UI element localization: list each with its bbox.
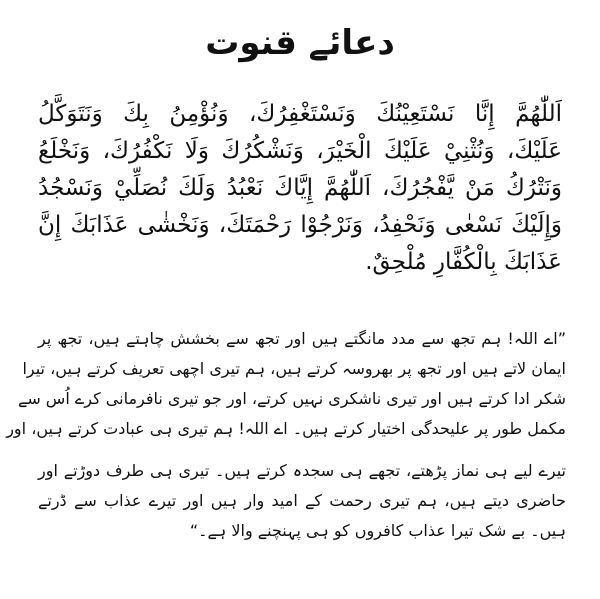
urdu-line: تیرے لیے ہی نماز پڑھتے، تجھے ہی سجدہ کرتے ہیں۔ تیری ہی طرف دوڑتے اور [38,461,566,480]
urdu-line: ایمان لاتے ہیں اور تجھ پر بھروسہ کرتے ہیں، ہم تیری اچھی تعریف کرتے ہیں، تیرا [22,359,566,378]
urdu-line: ”اے اللہ! ہم تجھ سے مدد مانگتے ہیں اور تجھ سے بخشش چاہتے ہیں، تجھ پر [38,329,566,348]
arabic-line: وَنَتْرُكُ مَنْ يَّفْجُرُكَ، اَللّٰهُمَّ إِيَّاكَ نَعْبُدُ وَلَكَ نُصَلِّيْ وَنَسْجُدُ [38,175,562,201]
urdu-line: شکر ادا کرتے ہیں اور تیری ناشکری نہیں کرتے، اور جو تیری نافرمانی کرے اُس سے [17,389,566,408]
arabic-line: عَلَيْكَ، وَنُثْنِيْ عَلَيْكَ الْخَيْرَ، وَنَشْكُرُكَ وَلَا نَكْفُرُكَ، وَنَخْلَعُ [38,138,562,164]
arabic-line: وَإِلَيْكَ نَسْعٰى وَنَحْفِدُ، وَنَرْجُوْا رَحْمَتَكَ، وَنَخْشٰى عَذَابَكَ إِنَّ [38,212,562,238]
arabic-text-block [38,96,562,281]
arabic-line: اَللّٰهُمَّ إِنَّا نَسْتَعِيْنُكَ وَنَسْتَغْفِرُكَ، وَنُؤْمِنُ بِكَ وَنَتَوَكَّلُ [38,101,562,127]
paragraph-gap [38,444,566,456]
arabic-line: عَذَابَكَ بِالْكُفَّارِ مُلْحِقٌ. [365,249,562,275]
urdu-line: مکمل طور پر علیحدگی اختیار کرتے ہیں۔ اے اللہ! ہم تیری ہی عبادت کرتے ہیں، اور [6,419,566,438]
urdu-line: ہیں۔ بے شک تیرا عذاب کافروں کو ہی پہنچنے والا ہے۔“ [189,521,566,540]
urdu-line: حاضری دیتے ہیں، ہم تیری رحمت کے امید وار ہیں اور تیرے عذاب سے ڈرتے [38,491,566,510]
page-title: دعائے قنوت [205,23,395,63]
urdu-translation-block [6,324,566,546]
